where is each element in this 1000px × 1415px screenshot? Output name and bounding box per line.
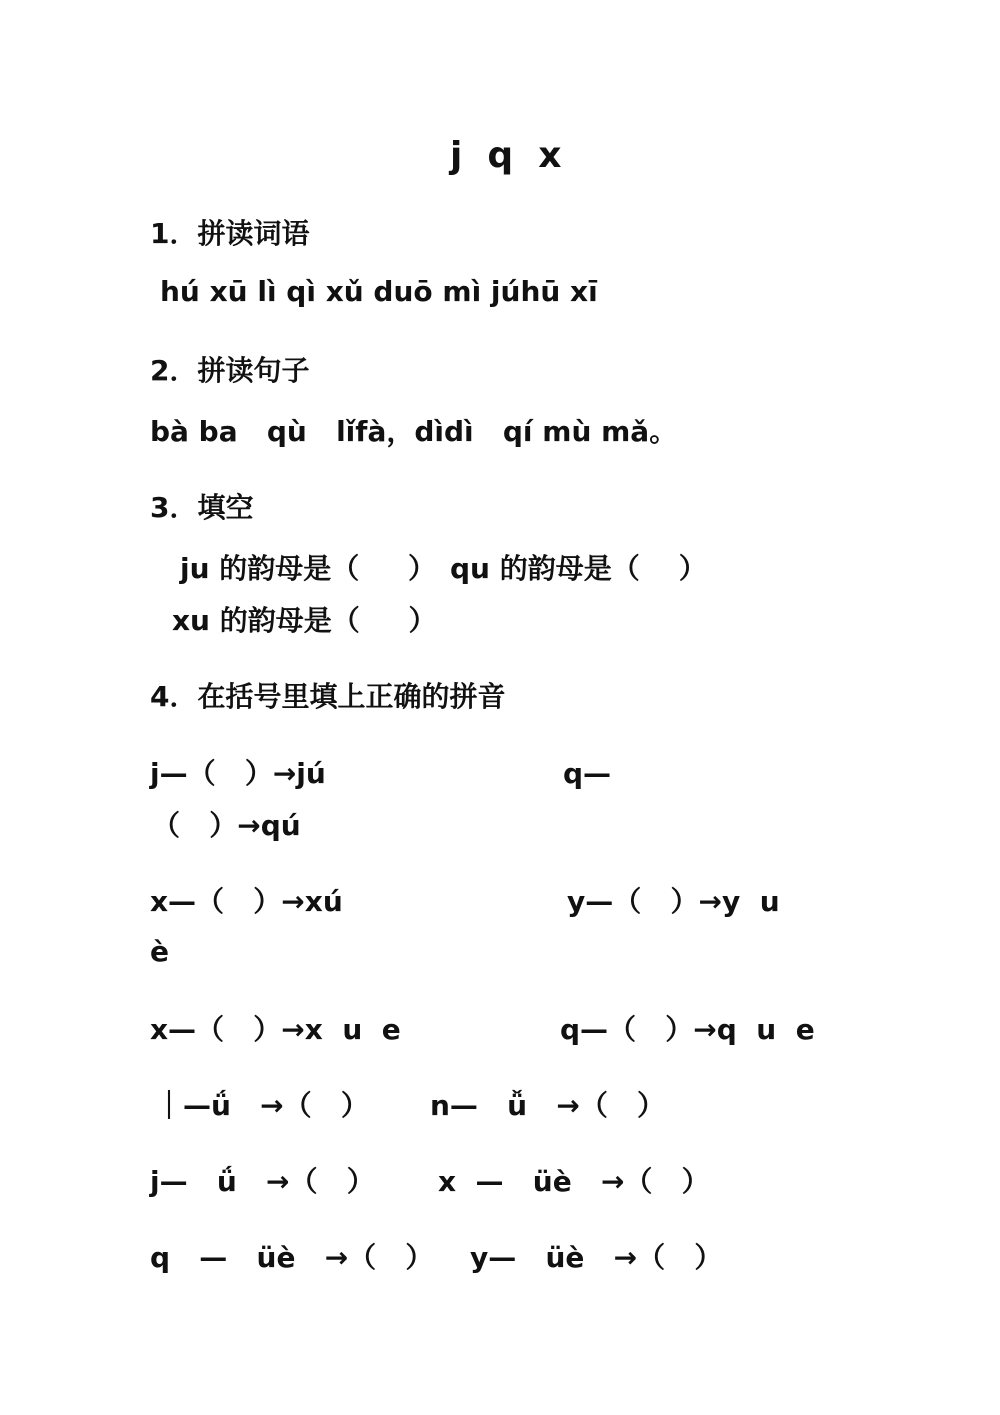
section-4-heading: 4．在括号里填上正确的拼音	[150, 680, 506, 713]
exercise-q-label: q—	[563, 757, 612, 790]
exercise-y-yue-tone: è	[150, 935, 169, 968]
exercise-y-yue-tone2: y— üè →（ ）	[470, 1241, 723, 1274]
exercise-x-xue: x—（ ）→x u e	[150, 1013, 401, 1046]
section-3-heading: 3．填空	[150, 491, 254, 524]
section-1-heading: 1．拼读词语	[150, 217, 310, 250]
section-2-sentence: bà ba qù lǐfà，dìdì qí mù mǎ。	[150, 415, 678, 448]
exercise-l-lv: ｜—ǘ →（ ）	[155, 1089, 369, 1122]
exercise-j-ju: j—（ ）→jú	[150, 757, 326, 790]
page-title: j q x	[450, 135, 562, 176]
exercise-x-xu: x—（ ）→xú	[150, 885, 343, 918]
exercise-y-yue: y—（ ）→y u	[567, 885, 780, 918]
exercise-q-qu: （ ）→qú	[152, 809, 301, 842]
exercise-q-que: q—（ ）→q u e	[560, 1013, 815, 1046]
fill-blank-xu: xu 的韵母是（ ）	[172, 604, 437, 637]
exercise-q-que-tone: q — üè →（ ）	[150, 1241, 434, 1274]
fill-blank-qu: qu 的韵母是（ ）	[450, 552, 707, 585]
section-2-heading: 2．拼读句子	[150, 354, 310, 387]
fill-blank-ju: ju 的韵母是（ ）	[180, 552, 437, 585]
section-1-words: hú xū lì qì xǔ duō mì júhū xī	[160, 275, 598, 308]
exercise-x-xue-tone: x — üè →（ ）	[438, 1165, 710, 1198]
exercise-j-ju-tone: j— ǘ →（ ）	[150, 1165, 375, 1198]
exercise-n-nv: n— ǚ →（ ）	[430, 1089, 666, 1122]
